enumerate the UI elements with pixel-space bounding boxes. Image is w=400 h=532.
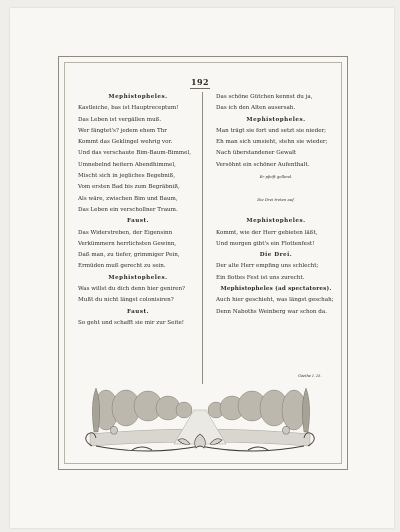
page-number: 192 (191, 77, 209, 87)
speaker-name: Mephistopheles. (246, 116, 306, 123)
verse-line: Mußt du nicht längst colonisiren? (78, 297, 174, 304)
verse-line: Wer fängtet's? jedem ehem Thr (78, 127, 167, 134)
speaker-name: Mephistopheles. (108, 274, 168, 281)
left-text-column (78, 92, 198, 329)
verse-line: Kastleiche, bas ist Hauptreceptum! (78, 105, 179, 112)
stage-direction: Die Drei treten auf. (257, 196, 295, 202)
verse-line: Nach überstandener Gewalt (216, 150, 297, 157)
garden-vignette-illustration (72, 384, 328, 460)
right-text-column (216, 92, 336, 318)
signature-mark: Göethe I. 25. (298, 374, 322, 378)
speaker-name: Faust. (126, 218, 150, 225)
verse-line: Verkümmern herrlichsten Gewinn, (78, 240, 177, 247)
blank-line (216, 205, 336, 216)
verse-line: Auch hier geschieht, was längst geschah; (216, 297, 334, 304)
verse-line: Denn Naboths Weinberg war schon da. (216, 308, 327, 315)
speaker-name: Mephistopheles. (246, 218, 306, 225)
verse-line: Umnebelnd heitern Abendhimmel, (78, 161, 176, 168)
verse-line: So geht und schafft sie mir zur Seite! (78, 319, 185, 326)
verse-line: Mischt sich in jegliches Begebniß, (78, 173, 176, 180)
speaker-name: Faust. (126, 308, 150, 315)
verse-line: Versöhnt ein schöner Aufenthalt. (216, 161, 310, 168)
verse-line: Man trägt sie fort und setzt sie nieder; (216, 127, 327, 134)
verse-line: Kommt, wie der Herr gebieten läßt, (216, 229, 318, 236)
verse-line: Und morgen gibt's ein Flottenfest! (216, 240, 315, 247)
speaker-name: Mephistopheles (ad spectatores). (220, 286, 332, 293)
verse-line: Vom ersten Bad bis zum Begräbniß, (78, 184, 180, 191)
verse-line: Kommt das Geklingel wehrig vor. (78, 139, 173, 146)
verse-line: Das Widerstreben, der Eigensinn (78, 229, 173, 236)
verse-line: Daß man, zu tiefer, grimmiger Pein, (78, 252, 180, 259)
vignette-left-trees (94, 390, 192, 430)
verse-line: Ermüden muß gerecht zu sein. (78, 263, 166, 270)
stage-direction: Er pfeift gellend. (259, 174, 293, 180)
verse-line: Eh man sich umsieht, stehn sie wieder; (216, 139, 328, 146)
vignette-right-trees (208, 390, 306, 430)
verse-line: Das Leben ist vergällen muß. (78, 116, 162, 123)
verse-line: Als wäre, zwischen Bim und Baum, (78, 195, 178, 202)
page-number-rule (190, 88, 210, 89)
column-divider (202, 92, 203, 384)
verse-line: Das schöne Gütchen kennst du ja, (216, 94, 313, 100)
blank-line (216, 182, 336, 193)
verse-line: Was willst du dich denn hier geniren? (78, 286, 186, 293)
verse-line: Ein flottes Fest ist uns zurecht. (216, 274, 305, 281)
verse-line: Das Leben ein verschollner Traum. (78, 206, 178, 213)
verse-line: Der alte Herr empfing uns schlecht; (216, 263, 319, 270)
speaker-name: Die Drei. (259, 252, 293, 259)
verse-line: Und das verschaute Bim-Baum-Bimmel, (78, 150, 191, 157)
verse-line: Das ich den Alten ausersah. (216, 105, 296, 112)
speaker-name: Mephistopheles. (108, 94, 168, 100)
